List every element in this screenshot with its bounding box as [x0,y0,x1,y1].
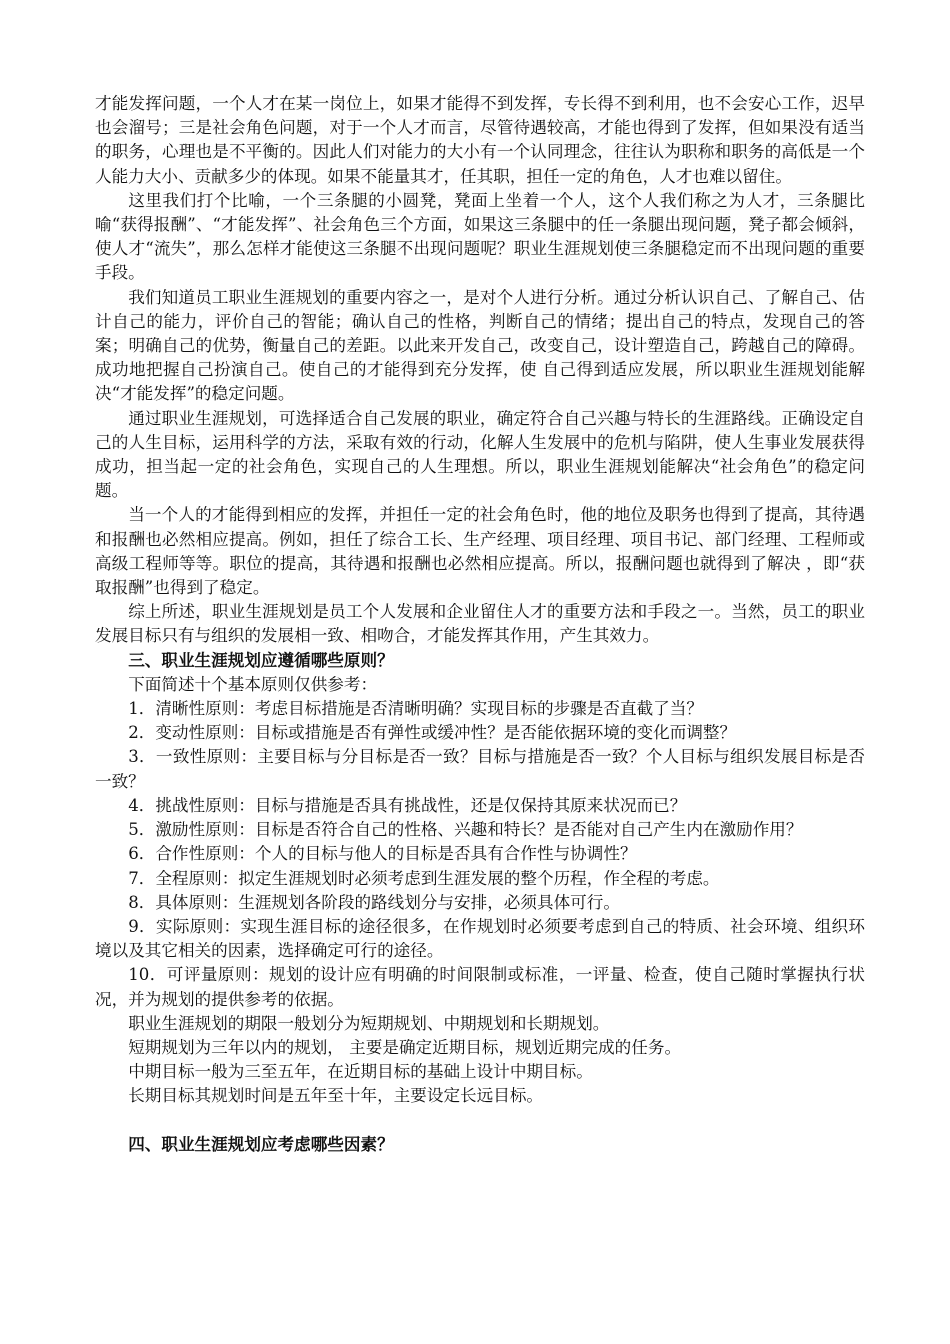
planning-period-text: 中期目标一般为三至五年，在近期目标的基础上设计中期目标。 [128,1062,593,1082]
section-spacer [95,1109,865,1133]
principle-item: 3．一致性原则：主要目标与分目标是否一致？目标与措施是否一致？个人目标与组织发展目标是否一致？ [95,747,865,791]
planning-period-text: 职业生涯规划的期限一般划分为短期规划、中期规划和长期规划。 [128,1013,610,1033]
section-heading-principles: 三、职业生涯规划应遵循哪些原则？ [128,650,394,670]
paragraph-stool-analogy: 这里我们打个比喻，一个三条腿的小圆凳，凳面上坐着一个人，这个人我们称之为人才，三条腿比喻“获得报酬”、“才能发挥”、社会角色三个方面，如果这三条腿中的任一条腿出现问题，凳子都会倾斜，使人才“流失”，那么怎样才能使这三条腿不出现问题呢？职业生涯规划使三条腿稳定而不出现问题的重要手段。 [95,190,865,283]
principle-item: 8．具体原则：生涯规划各阶段的路线划分与安排，必须具体可行。 [128,892,620,912]
principle-item: 4．挑战性原则：目标与措施是否具有挑战性，还是仅保持其原来状况而已？ [128,795,687,815]
paragraph-summary: 综上所述，职业生涯规划是员工个人发展和企业留住人才的重要方法和手段之一。当然，员工的职业发展目标只有与组织的发展相一致、相吻合，才能发挥其作用，产生其效力。 [95,602,865,646]
principle-item: 10．可评量原则：规划的设计应有明确的时间限制或标准，一评量、检查，使自己随时掌握执行状况，并为规划的提供参考的依据。 [95,965,865,1009]
section-heading-factors: 四、职业生涯规划应考虑哪些因素？ [128,1134,394,1154]
principle-item: 9．实际原则：实现生涯目标的途径很多，在作规划时必须要考虑到自己的特质、社会环境、组织环境以及其它相关的因素，选择确定可行的途径。 [95,916,865,961]
principle-item: 1．清晰性原则：考虑目标措施是否清晰明确？实现目标的步骤是否直截了当？ [128,699,703,719]
principles-intro: 下面简述十个基本原则仅供参考： [128,674,378,694]
document-body [95,92,865,1157]
principle-item: 2．变动性原则：目标或措施是否有弹性或缓冲性？是否能依据环境的变化而调整？ [128,723,737,743]
planning-period-text: 长期目标其规划时间是五年至十年，主要设定长远目标。 [128,1086,544,1106]
paragraph-career-path: 通过职业生涯规划，可选择适合自己发展的职业，确定符合自己兴趣与特长的生涯路线。正确设定自己的人生目标，运用科学的方法，采取有效的行动，化解人生发展中的危机与陷阱，使人生事业发展获得成功，担当起一定的社会角色，实现自己的人生理想。所以，职业生涯规划能解决“社会角色”的稳定问题。 [95,408,865,501]
principle-item: 5．激励性原则：目标是否符合自己的性格、兴趣和特长？是否能对自己产生内在激励作用？ [128,820,803,840]
planning-period-text: 短期规划为三年以内的规划， 主要是确定近期目标，规划近期完成的任务。 [128,1037,682,1057]
paragraph-talent-issues: 才能发挥问题，一个人才在某一岗位上，如果才能得不到发挥，专长得不到利用，也不会安心工作，迟早也会溜号；三是社会角色问题，对于一个人才而言，尽管待遇较高，才能也得到了发挥，但如果没有适当的职务，心理也是不平衡的。因此人们对能力的大小有一个认同理念，往往认为职称和职务的高低是一个人能力大小、贡献多少的体现。如果不能量其才，任其职，担任一定的角色，人才也难以留住。 [95,94,865,186]
paragraph-self-analysis: 我们知道员工职业生涯规划的重要内容之一，是对个人进行分析。通过分析认识自己、了解自己、估计自己的能力，评价自己的智能；确认自己的性格，判断自己的情绪；提出自己的特点，发现自己的答案；明确自己的优势，衡量自己的差距。以此来开发自己，改变自己，设计塑造自己，跨越自己的障碍。成功地把握自己扮演自己。使自己的才能得到充分发挥，使 自己得到适应发展，所以职业生涯规划能解决“才能发挥”的稳定问题。 [95,287,865,404]
principle-item: 7．全程原则：拟定生涯规划时必须考虑到生涯发展的整个历程，作全程的考虑。 [128,868,720,888]
principle-item: 6．合作性原则：个人的目标与他人的目标是否具有合作性与协调性？ [128,844,637,864]
paragraph-compensation: 当一个人的才能得到相应的发挥，并担任一定的社会角色时，他的地位及职务也得到了提高，其待遇和报酬也必然相应提高。例如，担任了综合工长、生产经理、项目经理、项目书记、部门经理、工程师或高级工程师等等。职位的提高，其待遇和报酬也必然相应提高。所以，报酬问题也就得到了解决 ，即“获取报酬”也得到了稳定。 [95,505,865,598]
